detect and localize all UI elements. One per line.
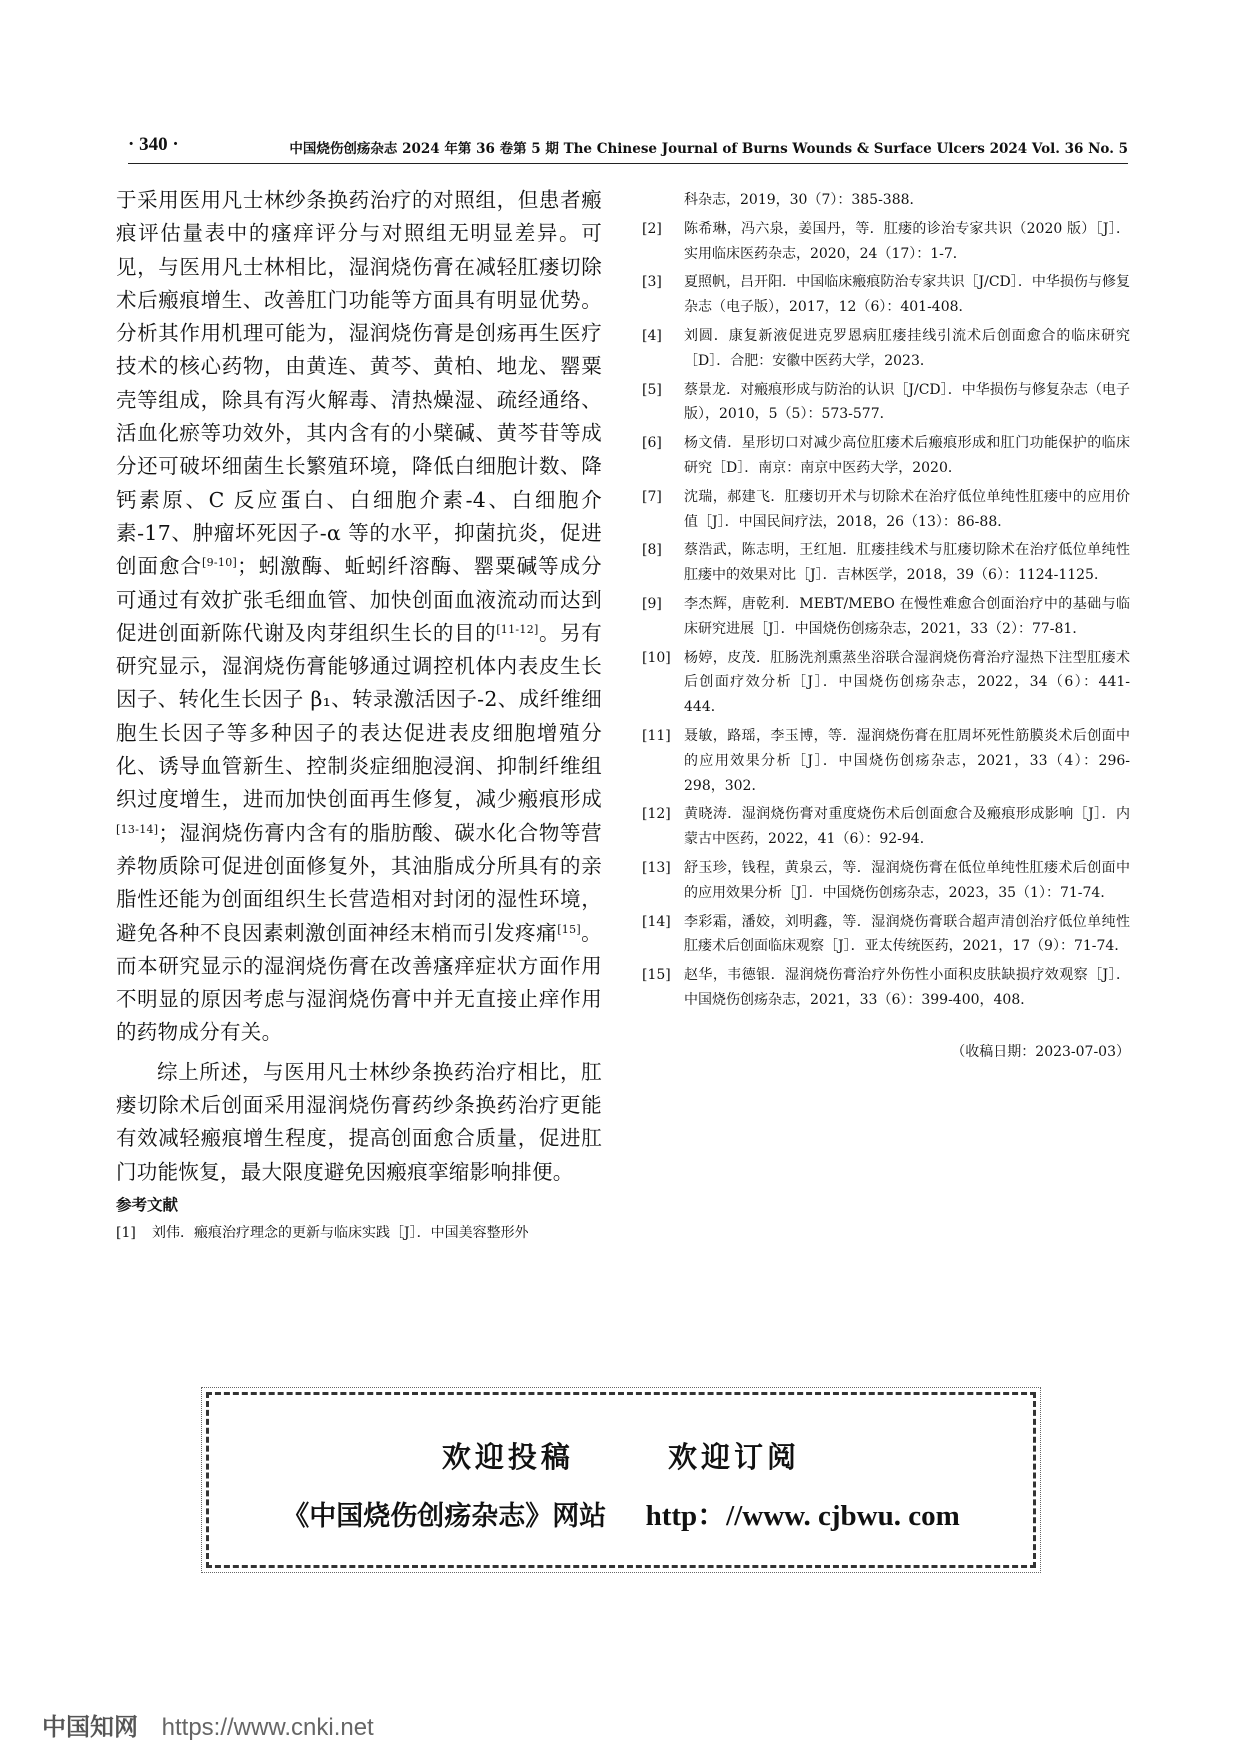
reference-text: 刘圆．康复新液促进克罗恩病肛瘘挂线引流术后创面愈合的临床研究［D］．合肥：安徽中医药大学，2023． xyxy=(684,327,1130,369)
reference-number: [6] xyxy=(642,435,662,452)
reference-text: 沈瑞，郝建飞．肛瘘切开术与切除术在治疗低位单纯性肛瘘中的应用价值［J］．中国民间疗法，2018，26（13）：86-88． xyxy=(684,488,1130,530)
reference-text: 杨婷，皮茂．肛肠洗剂熏蒸坐浴联合湿润烧伤膏治疗湿热下注型肛瘘术后创面疗效分析［J］．中国烧伤创疡杂志，2022，34（6）：441-444． xyxy=(684,649,1130,716)
reference-item xyxy=(642,856,1130,906)
website-url-link[interactable]: http：//www. cjbwu. com xyxy=(645,1500,960,1532)
right-column xyxy=(642,188,1130,1061)
body-text-1c: 。另有研究显示，湿润烧伤膏能够通过调控机体内表皮生长因子、转化生长因子 β₁、转录激活因子-2、成纤维细胞生长因子等多种因子的表达促进表皮细胞增殖分化、诱导血管新生、控制炎症细胞浸润、抑制纤维组织过度增生，进而加快创面再生修复，减少瘢痕形成 xyxy=(116,620,602,812)
citation-11-12: [11-12] xyxy=(496,622,539,636)
reference-item xyxy=(642,485,1130,535)
reference-number: [9] xyxy=(642,595,662,612)
welcome-submit-text: 欢迎投稿 xyxy=(441,1440,574,1474)
cnki-brand: 中国知网 xyxy=(42,1713,138,1741)
reference-number: [14] xyxy=(642,913,671,930)
references-heading: 参考文献 xyxy=(116,1195,179,1214)
reference-item xyxy=(642,963,1130,1013)
citation-15: [15] xyxy=(557,922,581,936)
reference-text: 蔡景龙．对瘢痕形成与防治的认识［J/CD］．中华损伤与修复杂志（电子版），2010，5（5）：573-577． xyxy=(684,381,1130,423)
journal-citation-line: 中国烧伤创疡杂志 2024 年第 36 卷第 5 期 The Chinese Journal of Burns Wounds & Surface Ulcers 2024 Vol. 36 No. 5 xyxy=(289,141,1128,157)
reference-text: 蔡浩武，陈志明，王红旭．肛瘘挂线术与肛瘘切除术在治疗低位单纯性肛瘘中的效果对比［J］．吉林医学，2018，39（6）：1124-1125． xyxy=(684,542,1130,584)
header-rule xyxy=(128,163,1128,164)
running-header xyxy=(128,134,1128,160)
reference-item xyxy=(642,324,1130,374)
banner-welcome-line xyxy=(209,1435,1033,1476)
reference-item xyxy=(642,431,1130,481)
reference-text: 陈希琳，冯六泉，姜国丹，等．肛瘘的诊治专家共识（2020 版）［J］．实用临床医药杂志，2020，24（17）：1-7． xyxy=(684,220,1130,262)
reference-text: 黄晓涛．湿润烧伤膏对重度烧伤术后创面愈合及瘢痕形成影响［J］．内蒙古中医药，2022，41（6）：92-94． xyxy=(684,806,1130,848)
reference-number: [5] xyxy=(642,381,662,398)
body-paragraph-1 xyxy=(116,184,602,1050)
footer-watermark xyxy=(42,1707,374,1742)
reference-item xyxy=(642,802,1130,852)
body-text-1a: 于采用医用凡士林纱条换药治疗的对照组，但患者瘢痕评估量表中的瘙痒评分与对照组无明显差异。可见，与医用凡士林相比，湿润烧伤膏在减轻肛瘘切除术后瘢痕增生、改善肛门功能等方面具有明显优势。分析其作用机理可能为，湿润烧伤膏是创疡再生医疗技术的核心药物，由黄连、黄芩、黄柏、地龙、罂粟壳等组成，除具有泻火解毒、清热燥湿、疏经通络、活血化瘀等功效外，其内含有的小檗碱、黄芩苷等成分还可破坏细菌生长繁殖环境，降低白细胞计数、降钙素原、C 反应蛋白、白细胞介素-4、白细胞介素-17、肿瘤坏死因子-α 等的水平，抑菌抗炎，促进创面愈合 xyxy=(116,188,602,579)
reference-number: [7] xyxy=(642,488,662,505)
reference-text: 杨文倩．星形切口对减少高位肛瘘术后瘢痕形成和肛门功能保护的临床研究［D］．南京：南京中医药大学，2020． xyxy=(684,435,1130,476)
reference-text: 赵华，韦德银．湿润烧伤膏治疗外伤性小面积皮肤缺损疗效观察［J］．中国烧伤创疡杂志，2021，33（6）：399-400，408． xyxy=(684,967,1130,1008)
citation-13-14: [13-14] xyxy=(116,822,159,836)
reference-number: [3] xyxy=(642,274,662,291)
body-paragraph-conclusion: 综上所述，与医用凡士林纱条换药治疗相比，肛瘘切除术后创面采用湿润烧伤膏药纱条换药治疗更能有效减轻瘢痕增生程度，提高创面愈合质量，促进肛门功能恢复，最大限度避免因瘢痕挛缩影响排便。 xyxy=(116,1059,602,1184)
reference-number: [13] xyxy=(642,859,671,876)
reference-item xyxy=(642,646,1130,720)
reference-continuation: 科杂志，2019，30（7）：385-388． xyxy=(684,192,924,208)
reference-text: 聂敏，路瑶，李玉博，等．湿润烧伤膏在肛周坏死性筋膜炎术后创面中的应用效果分析［J］．中国烧伤创疡杂志，2021，33（4）：296-298，302． xyxy=(684,727,1130,794)
reference-text: 舒玉珍，钱程，黄泉云，等．湿润烧伤膏在低位单纯性肛瘘术后创面中的应用效果分析［J］．中国烧伤创疡杂志，2023，35（1）：71-74． xyxy=(684,859,1130,901)
reference-text: 夏照帆，吕开阳．中国临床瘢痕防治专家共识［J/CD］．中华损伤与修复杂志（电子版），2017，12（6）：401-408． xyxy=(684,274,1130,316)
reference-number: [10] xyxy=(642,649,671,666)
reference-number: [8] xyxy=(642,542,662,559)
reference-text: 李杰辉，唐乾利．MEBT/MEBO 在慢性难愈合创面治疗中的基础与临床研究进展［J］．中国烧伤创疡杂志，2021，33（2）：77-81． xyxy=(684,595,1130,637)
reference-item xyxy=(642,378,1130,428)
banner-website-line xyxy=(209,1493,1033,1534)
reference-number: [11] xyxy=(642,727,671,744)
reference-number: [1] xyxy=(116,1224,136,1241)
reference-number: [15] xyxy=(642,967,671,984)
body-text-1e: 。而本研究显示的湿润烧伤膏在改善瘙痒症状方面作用不明显的原因考虑与湿润烧伤膏中并无直接止痒作用的药物成分有关。 xyxy=(116,920,602,1045)
reference-item xyxy=(642,592,1130,642)
welcome-subscribe-text: 欢迎订阅 xyxy=(668,1440,801,1474)
received-date: （收稿日期：2023-07-03） xyxy=(951,1043,1130,1060)
reference-text: 刘伟．瘢痕治疗理念的更新与临床实践［J］．中国美容整形外 xyxy=(152,1224,529,1241)
citation-9-10: [9-10] xyxy=(202,556,238,570)
reference-item xyxy=(642,538,1130,588)
website-label: 《中国烧伤创疡杂志》网站 xyxy=(282,1501,607,1532)
reference-number: [12] xyxy=(642,806,671,823)
reference-item xyxy=(642,724,1130,798)
body-text-1d: ；湿润烧伤膏内含有的脂肪酸、碳水化合物等营养物质除可促进创面修复外，其油脂成分所具有的亲脂性还能为创面组织生长营造相对封闭的湿性环境，避免各种不良因素刺激创面神经末梢而引发疼痛 xyxy=(116,820,602,945)
cnki-url-link[interactable]: https://www.cnki.net xyxy=(161,1714,374,1741)
body-text-1b: ；蚓激酶、蚯蚓纤溶酶、罂粟碱等成分可通过有效扩张毛细血管、加快创面血液流动而达到促进创面新陈代谢及肉芽组织生长的目的 xyxy=(116,554,602,645)
reference-number: [4] xyxy=(642,327,662,344)
reference-number: [2] xyxy=(642,220,662,237)
page-number: · 340 · xyxy=(128,134,179,155)
reference-item xyxy=(642,910,1130,960)
reference-item xyxy=(116,1221,602,1246)
promo-banner xyxy=(206,1392,1036,1568)
reference-item xyxy=(642,270,1130,320)
reference-item xyxy=(642,217,1130,267)
reference-list xyxy=(642,217,1130,1013)
left-column xyxy=(116,184,602,1250)
reference-text: 李彩霜，潘姣，刘明鑫，等．湿润烧伤膏联合超声清创治疗低位单纯性肛瘘术后创面临床观察［J］．亚太传统医药，2021，17（9）：71-74． xyxy=(684,913,1130,955)
